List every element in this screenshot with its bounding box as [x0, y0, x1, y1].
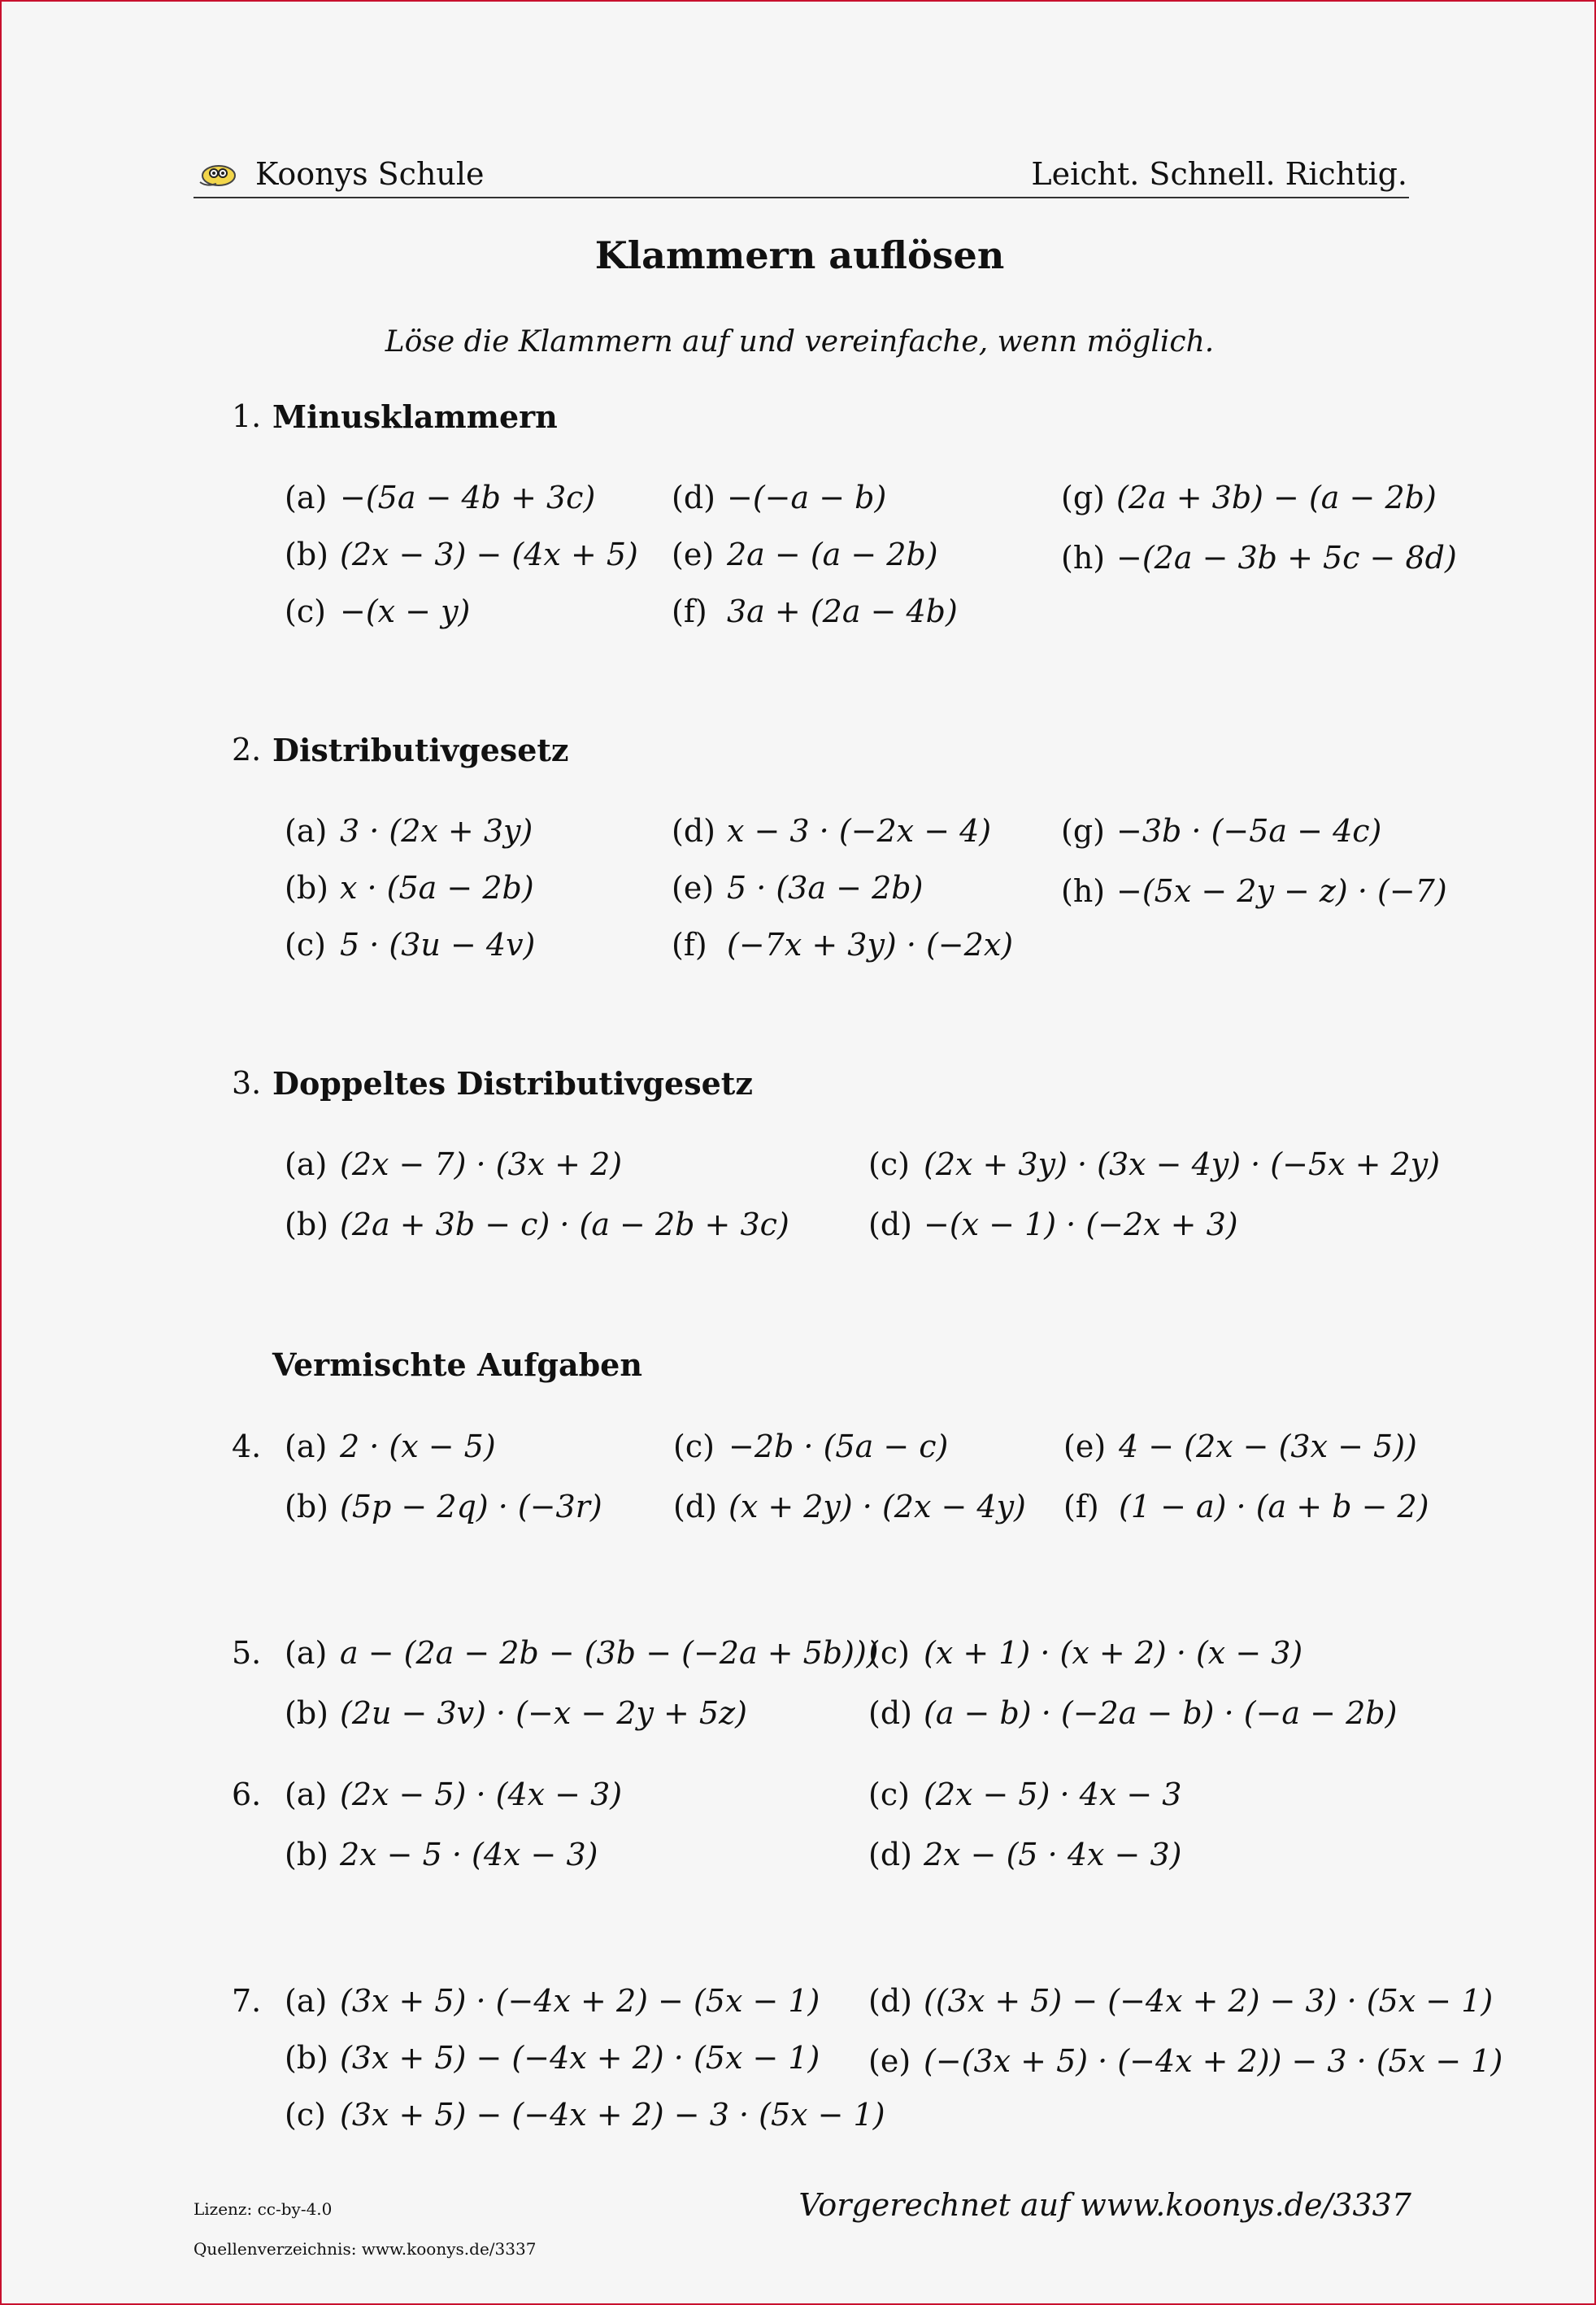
task-4d: (d) (x + 2y) · (2x − 4y) [673, 1489, 1026, 1524]
task-5b: (b) (2u − 3v) · (−x − 2y + 5z) [285, 1695, 747, 1731]
task-6c: (c) (2x − 5) · 4x − 3 [868, 1777, 1182, 1812]
section-3-title: Doppeltes Distributivgesetz [272, 1065, 753, 1102]
header-brand [197, 156, 485, 192]
task-3b: (b) (2a + 3b − c) · (a − 2b + 3c) [285, 1207, 789, 1242]
section-2-title: Distributivgesetz [272, 732, 569, 768]
task-7d: (d) ((3x + 5) − (−4x + 2) − 3) · (5x − 1) [868, 1983, 1494, 2019]
task-6a: (a) (2x − 5) · (4x − 3) [285, 1777, 623, 1812]
koonys-logo-icon [197, 159, 237, 189]
task-6d: (d) 2x − (5 · 4x − 3) [868, 1837, 1182, 1872]
page-title: Klammern auflösen [594, 233, 1005, 277]
header-tagline: Leicht. Schnell. Richtig. [1031, 156, 1407, 192]
task-2e: (e) 5 · (3a − 2b) [672, 870, 924, 906]
task-5c: (c) (x + 1) · (x + 2) · (x − 3) [868, 1635, 1303, 1671]
task-1f: (f) 3a + (2a − 4b) [672, 594, 958, 629]
task-2a: (a) 3 · (2x + 3y) [285, 813, 533, 849]
task-6-number: 6. [232, 1777, 262, 1812]
task-4b: (b) (5p − 2q) · (−3r) [285, 1489, 602, 1524]
footer-solution-link[interactable]: Vorgerechnet auf www.koonys.de/3337 [798, 2187, 1411, 2223]
footer-license: Lizenz: cc-by-4.0 [194, 2199, 333, 2219]
task-1d: (d) −(−a − b) [672, 480, 887, 515]
mixed-tasks-title: Vermischte Aufgaben [272, 1346, 642, 1383]
task-5d: (d) (a − b) · (−2a − b) · (−a − 2b) [868, 1695, 1398, 1731]
task-4c: (c) −2b · (5a − c) [673, 1429, 949, 1464]
task-2d: (d) x − 3 · (−2x − 4) [672, 813, 992, 849]
task-1g: (g) (2a + 3b) − (a − 2b) [1061, 480, 1437, 515]
task-2c: (c) 5 · (3u − 4v) [285, 927, 536, 963]
section-1-number: 1. [232, 398, 262, 434]
task-3d: (d) −(x − 1) · (−2x + 3) [868, 1207, 1238, 1242]
task-4f: (f) (1 − a) · (a + b − 2) [1063, 1489, 1429, 1524]
task-7b: (b) (3x + 5) − (−4x + 2) · (5x − 1) [285, 2040, 820, 2076]
task-5-number: 5. [232, 1635, 262, 1671]
task-1b: (b) (2x − 3) − (4x + 5) [285, 537, 638, 572]
header-rule [194, 197, 1409, 198]
instruction-text: Löse die Klammern auf und vereinfache, wenn möglich. [385, 325, 1215, 359]
task-7a: (a) (3x + 5) · (−4x + 2) − (5x − 1) [285, 1983, 820, 2019]
task-1a: (a) −(5a − 4b + 3c) [285, 480, 596, 515]
task-4-number: 4. [232, 1429, 262, 1464]
task-4a: (a) 2 · (x − 5) [285, 1429, 496, 1464]
task-5a: (a) a − (2a − 2b − (3b − (−2a + 5b))) [285, 1635, 879, 1671]
task-7e: (e) (−(3x + 5) · (−4x + 2)) − 3 · (5x − 1) [868, 2043, 1503, 2079]
task-2g: (g) −3b · (−5a − 4c) [1061, 813, 1382, 849]
task-7c: (c) (3x + 5) − (−4x + 2) − 3 · (5x − 1) [285, 2097, 885, 2133]
task-2b: (b) x · (5a − 2b) [285, 870, 534, 906]
section-1-title: Minusklammern [272, 398, 558, 435]
task-1c: (c) −(x − y) [285, 594, 471, 629]
task-4e: (e) 4 − (2x − (3x − 5)) [1063, 1429, 1417, 1464]
task-6b: (b) 2x − 5 · (4x − 3) [285, 1837, 598, 1872]
task-3a: (a) (2x − 7) · (3x + 2) [285, 1146, 623, 1182]
task-2h: (h) −(5x − 2y − z) · (−7) [1061, 873, 1447, 909]
brand-name: Koonys Schule [255, 156, 485, 192]
section-3-number: 3. [232, 1065, 262, 1101]
footer-sources: Quellenverzeichnis: www.koonys.de/3337 [194, 2239, 537, 2259]
task-1h: (h) −(2a − 3b + 5c − 8d) [1061, 540, 1457, 576]
task-7-number: 7. [232, 1983, 262, 2019]
task-1e: (e) 2a − (a − 2b) [672, 537, 938, 572]
section-2-number: 2. [232, 732, 262, 768]
task-3c: (c) (2x + 3y) · (3x − 4y) · (−5x + 2y) [868, 1146, 1441, 1182]
task-2f: (f) (−7x + 3y) · (−2x) [672, 927, 1014, 963]
